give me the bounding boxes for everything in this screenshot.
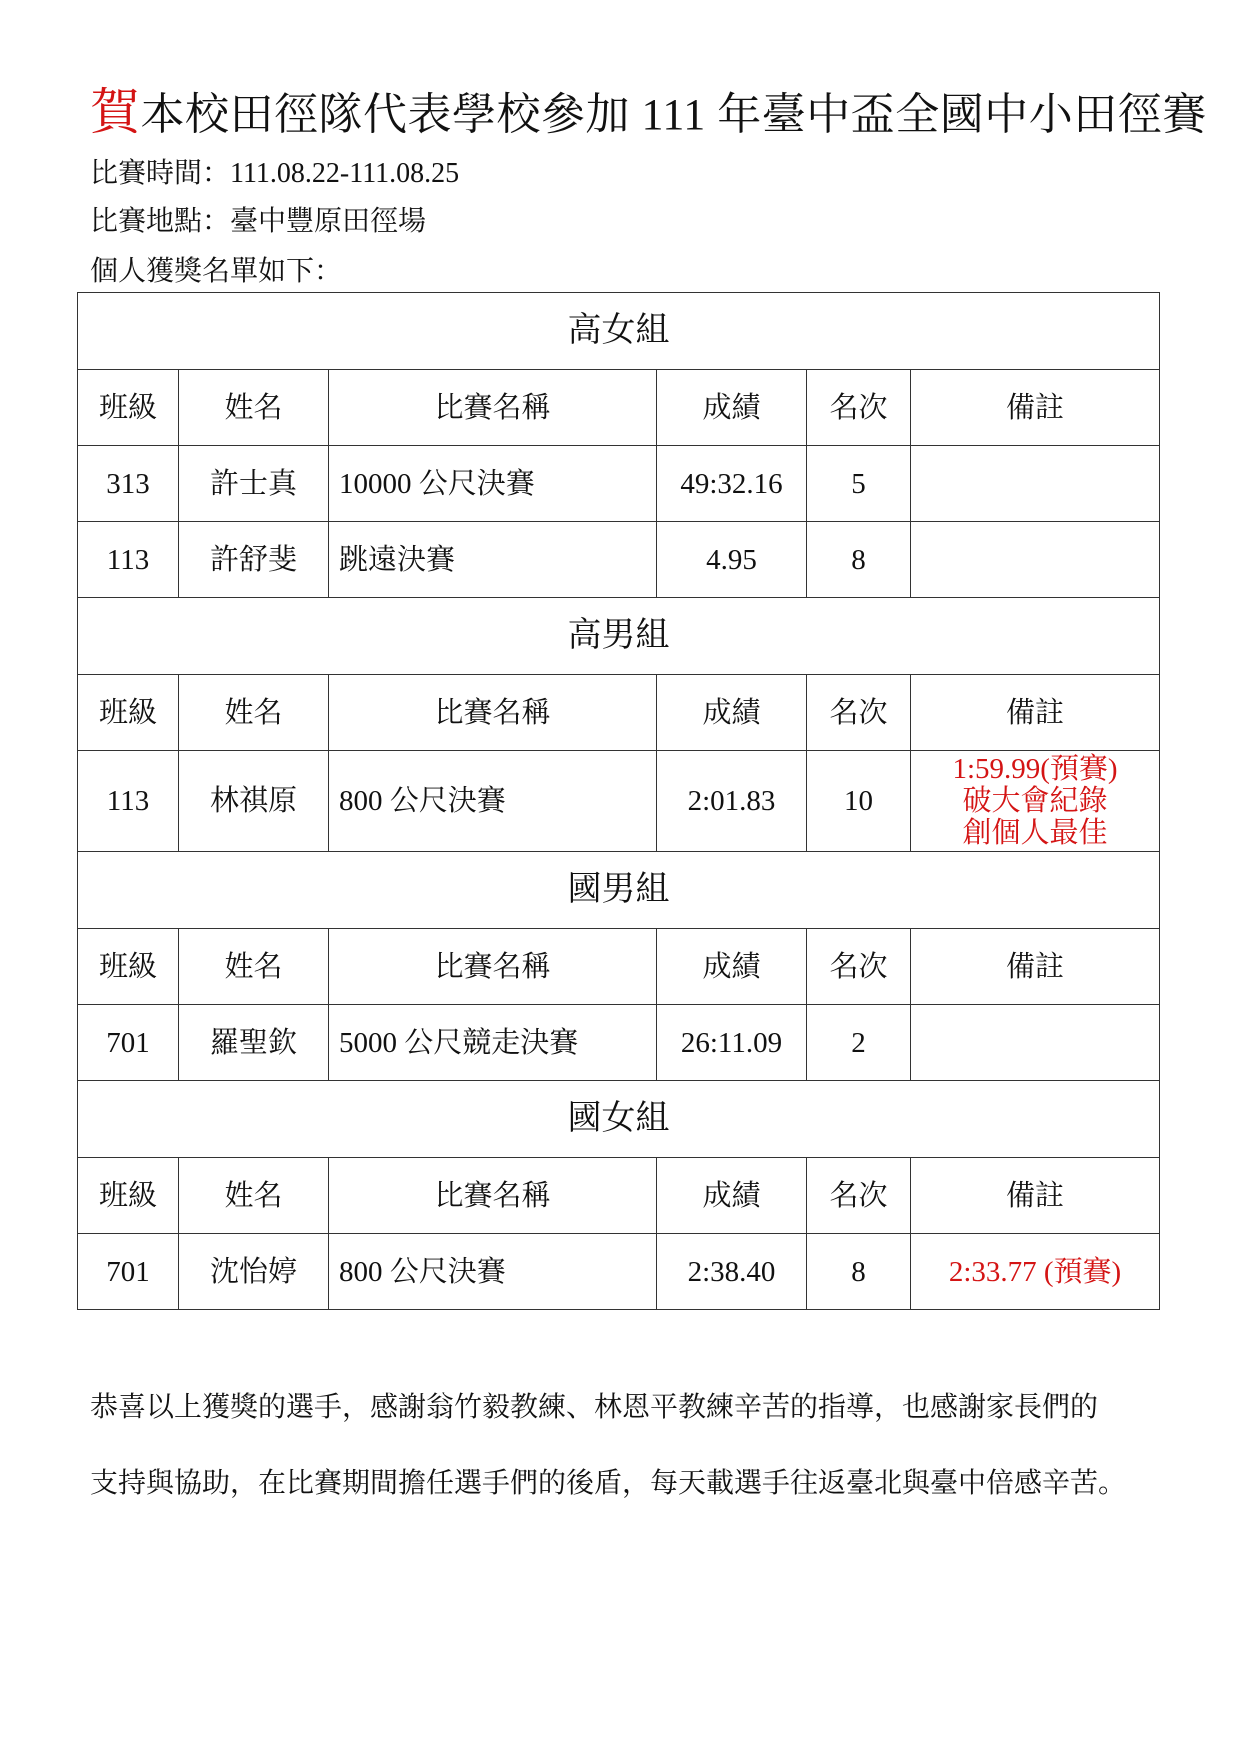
cell-result: 2:01.83 <box>657 751 807 852</box>
header-rank: 名次 <box>807 370 911 446</box>
group-title: 國男組 <box>78 852 1160 929</box>
cell-note <box>911 522 1160 598</box>
cell-rank: 8 <box>807 522 911 598</box>
competition-time: 比賽時間：111.08.22-111.08.25 <box>90 158 460 189</box>
header-rank: 名次 <box>807 675 911 751</box>
cell-class: 313 <box>78 446 179 522</box>
competition-place: 比賽地點：臺中豐原田徑場 <box>90 206 427 237</box>
closing-line: 支持與協助，在比賽期間擔任選手們的後盾，每天載選手往返臺北與臺中倍感辛苦。 <box>90 1468 1127 1499</box>
header-note: 備註 <box>911 370 1160 446</box>
note-line: 破大會紀錄 <box>962 785 1108 817</box>
note-line: 1:59.99(預賽) <box>952 753 1118 785</box>
cell-note <box>911 1234 1160 1310</box>
header-class: 班級 <box>78 929 179 1005</box>
cell-result: 4.95 <box>657 522 807 598</box>
table-row <box>78 751 1160 852</box>
cell-note <box>911 751 1160 852</box>
header-rank: 名次 <box>807 1158 911 1234</box>
header-name: 姓名 <box>179 1158 329 1234</box>
note-line: 創個人最佳 <box>962 817 1108 849</box>
table-row <box>78 1234 1160 1310</box>
group-row <box>78 598 1160 675</box>
header-row <box>78 929 1160 1005</box>
cell-rank: 8 <box>807 1234 911 1310</box>
group-title: 國女組 <box>78 1081 1160 1158</box>
cell-name: 沈怡婷 <box>179 1234 329 1310</box>
table-row <box>78 1005 1160 1081</box>
award-list-intro: 個人獲獎名單如下： <box>90 256 343 287</box>
header-name: 姓名 <box>179 370 329 446</box>
cell-note <box>911 446 1160 522</box>
header-result: 成績 <box>657 929 807 1005</box>
title-text: 本校田徑隊代表學校參加 111 年臺中盃全國中小田徑賽 <box>140 90 1207 139</box>
header-result: 成績 <box>657 675 807 751</box>
header-class: 班級 <box>78 370 179 446</box>
group-row <box>78 293 1160 370</box>
note-line: 2:33.77 (預賽) <box>948 1255 1122 1288</box>
cell-rank: 5 <box>807 446 911 522</box>
cell-name: 林祺原 <box>179 751 329 852</box>
cell-result: 49:32.16 <box>657 446 807 522</box>
cell-result: 2:38.40 <box>657 1234 807 1310</box>
group-title: 高女組 <box>78 293 1160 370</box>
cell-class: 113 <box>78 751 179 852</box>
page-title <box>90 82 1207 145</box>
header-result: 成績 <box>657 1158 807 1234</box>
header-note: 備註 <box>911 929 1160 1005</box>
table-row <box>78 446 1160 522</box>
header-row <box>78 370 1160 446</box>
cell-name: 許舒斐 <box>179 522 329 598</box>
header-event: 比賽名稱 <box>329 929 657 1005</box>
cell-result: 26:11.09 <box>657 1005 807 1081</box>
header-name: 姓名 <box>179 929 329 1005</box>
header-row <box>78 1158 1160 1234</box>
header-result: 成績 <box>657 370 807 446</box>
closing-paragraph <box>90 1370 1126 1522</box>
header-event: 比賽名稱 <box>329 675 657 751</box>
header-event: 比賽名稱 <box>329 370 657 446</box>
cell-event: 5000 公尺競走決賽 <box>329 1005 657 1081</box>
congrats-character: 賀 <box>90 84 141 140</box>
header-row <box>78 675 1160 751</box>
header-class: 班級 <box>78 1158 179 1234</box>
awards-table <box>77 292 1160 1310</box>
header-rank: 名次 <box>807 929 911 1005</box>
header-name: 姓名 <box>179 675 329 751</box>
group-row <box>78 1081 1160 1158</box>
header-class: 班級 <box>78 675 179 751</box>
header-note: 備註 <box>911 675 1160 751</box>
group-row <box>78 852 1160 929</box>
cell-name: 羅聖欽 <box>179 1005 329 1081</box>
cell-note <box>911 1005 1160 1081</box>
header-event: 比賽名稱 <box>329 1158 657 1234</box>
cell-event: 800 公尺決賽 <box>329 1234 657 1310</box>
cell-rank: 2 <box>807 1005 911 1081</box>
table-row <box>78 522 1160 598</box>
cell-event: 跳遠決賽 <box>329 522 657 598</box>
cell-class: 701 <box>78 1005 179 1081</box>
cell-class: 113 <box>78 522 179 598</box>
cell-name: 許士真 <box>179 446 329 522</box>
group-title: 高男組 <box>78 598 1160 675</box>
header-note: 備註 <box>911 1158 1160 1234</box>
cell-event: 10000 公尺決賽 <box>329 446 657 522</box>
cell-rank: 10 <box>807 751 911 852</box>
closing-line: 恭喜以上獲獎的選手，感謝翁竹毅教練、林恩平教練辛苦的指導，也感謝家長們的 <box>90 1392 1099 1423</box>
cell-event: 800 公尺決賽 <box>329 751 657 852</box>
awards-table-body <box>78 293 1160 1310</box>
cell-class: 701 <box>78 1234 179 1310</box>
